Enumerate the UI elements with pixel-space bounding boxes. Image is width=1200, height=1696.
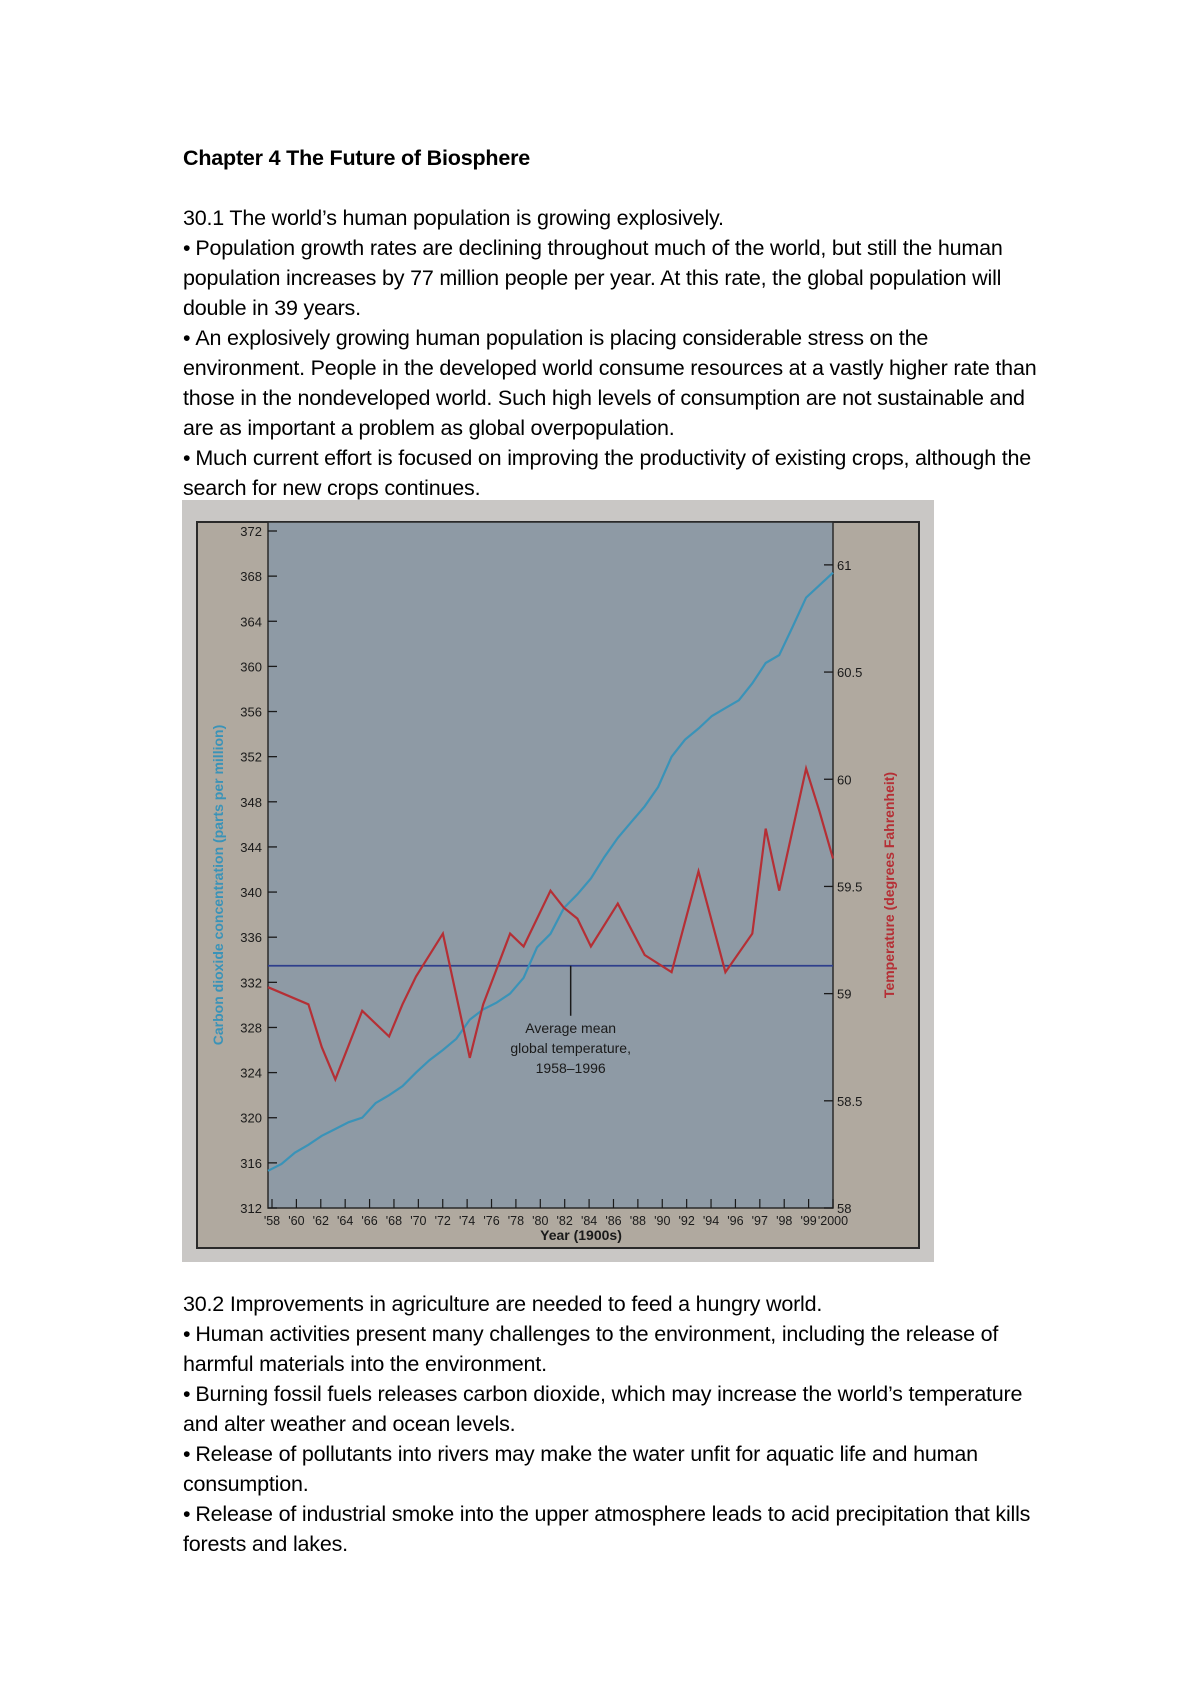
- right-tick-label: 59.5: [837, 879, 863, 895]
- x-tick-label: '96: [727, 1214, 744, 1228]
- x-tick-label: '76: [483, 1214, 500, 1228]
- x-tick-label: '94: [702, 1214, 720, 1228]
- right-axis-title: Temperature (degrees Fahrenheit): [881, 771, 897, 999]
- x-tick-label: '68: [385, 1214, 403, 1228]
- x-tick-label: '60: [288, 1214, 305, 1228]
- section-1-bullet-1: • Population growth rates are declining throughout much of the world, but still the human population increases by 77 million people per year. At this rate, the global population will double in 39 years.: [183, 236, 1003, 320]
- left-axis-title: Carbon dioxide concentration (parts per million): [210, 724, 226, 1046]
- annotation-text: Average mean: [525, 1019, 617, 1036]
- right-tick-label: 61: [837, 557, 852, 573]
- x-tick-label: '82: [556, 1214, 573, 1228]
- plot-area: [268, 522, 833, 1208]
- x-tick-label: '90: [654, 1214, 671, 1228]
- left-tick-label: 356: [240, 704, 262, 720]
- section-2-bullet-2: • Burning fossil fuels releases carbon dioxide, which may increase the world’s temperature and alter weather and ocean levels.: [183, 1382, 1023, 1436]
- left-tick-label: 352: [240, 749, 262, 765]
- left-tick-label: 372: [240, 524, 262, 539]
- x-tick-label: '99: [800, 1214, 817, 1228]
- left-tick-label: 324: [240, 1065, 262, 1081]
- x-tick-label: '74: [458, 1214, 476, 1228]
- x-tick-label: '64: [337, 1214, 354, 1228]
- x-tick-label: '86: [605, 1214, 622, 1228]
- section-2-bullet-4: • Release of industrial smoke into the upper atmosphere leads to acid precipitation that kills forests and lakes.: [183, 1502, 1031, 1556]
- section-2-bullet-1: • Human activities present many challenges to the environment, including the release of harmful materials into the environment.: [183, 1322, 999, 1376]
- left-tick-label: 364: [240, 614, 262, 630]
- section-1-bullet-2: • An explosively growing human population is placing considerable stress on the environment. People in the developed world consume resources at a vastly higher rate than those in the nondeveloped world. Such high levels of consumption are not sustainable and are as important a problem as global overpopulation.: [183, 326, 1037, 440]
- annotation-text: 1958–1996: [535, 1059, 606, 1076]
- x-tick-label: '97: [751, 1214, 768, 1228]
- right-tick-label: 60.5: [837, 665, 863, 681]
- chapter-title: Chapter 4 The Future of Biosphere: [183, 146, 530, 170]
- left-tick-label: 336: [240, 930, 262, 946]
- left-tick-label: 328: [240, 1020, 262, 1036]
- x-axis-title: Year (1900s): [540, 1227, 622, 1243]
- x-tick-label: '58: [263, 1214, 281, 1228]
- x-tick-label: '92: [678, 1214, 695, 1228]
- right-tick-label: 58.5: [837, 1093, 863, 1109]
- left-tick-label: 348: [240, 794, 262, 810]
- x-tick-label: '80: [532, 1214, 549, 1228]
- left-tick-label: 368: [240, 569, 262, 585]
- left-tick-label: 316: [240, 1155, 262, 1171]
- section-1: [183, 143, 1043, 503]
- x-tick-label: '84: [580, 1214, 598, 1228]
- right-tick-label: 59: [837, 986, 852, 1002]
- right-tick-label: 60: [837, 772, 852, 788]
- left-tick-label: 332: [240, 975, 262, 991]
- co2-temperature-chart: [182, 500, 934, 1262]
- section-1-bullet-3: • Much current effort is focused on improving the productivity of existing crops, although the search for new crops continues.: [183, 446, 1032, 500]
- x-tick-label: '98: [776, 1214, 793, 1228]
- x-tick-label: '70: [410, 1214, 427, 1228]
- left-tick-label: 340: [240, 885, 262, 901]
- x-tick-label: '66: [361, 1214, 378, 1228]
- left-tick-label: 360: [240, 659, 262, 675]
- section-1-title: 30.1 The world’s human population is growing explosively.: [183, 206, 724, 230]
- left-tick-label: 312: [240, 1201, 262, 1216]
- section-2: [183, 1289, 1043, 1559]
- annotation-text: global temperature,: [510, 1039, 631, 1056]
- right-tick-label: 58: [837, 1201, 852, 1216]
- x-tick-label: '72: [434, 1214, 451, 1228]
- x-tick-label: '78: [507, 1214, 525, 1228]
- x-tick-label: '88: [629, 1214, 647, 1228]
- co2-temperature-figure: [182, 500, 934, 1262]
- left-tick-label: 320: [240, 1110, 262, 1126]
- x-tick-label: '2000: [817, 1214, 849, 1228]
- section-2-title: 30.2 Improvements in agriculture are needed to feed a hungry world.: [183, 1292, 823, 1316]
- left-tick-label: 344: [240, 839, 262, 855]
- section-2-bullet-3: • Release of pollutants into rivers may make the water unfit for aquatic life and human consumption.: [183, 1442, 978, 1496]
- x-tick-label: '62: [312, 1214, 329, 1228]
